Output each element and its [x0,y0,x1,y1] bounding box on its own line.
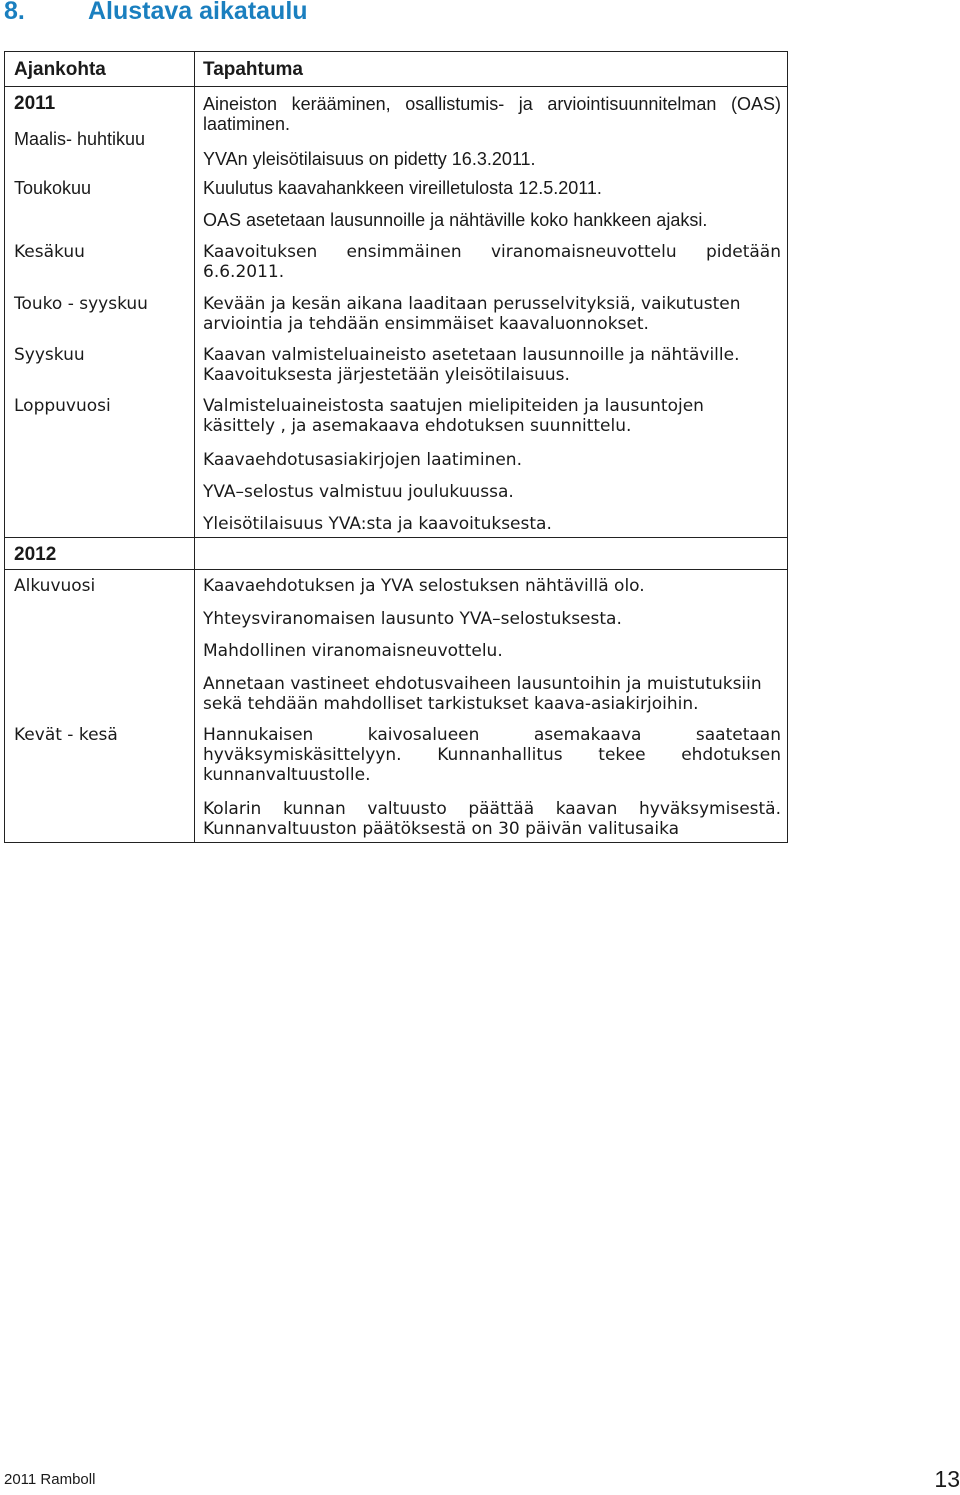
column-divider [194,52,195,842]
event-cell: Annetaan vastineet ehdotusvaiheen lausuntoihin ja muistutuksiin sekä tehdään mahdolliset tarkistukset kaava-asiakirjoihin. [203,674,762,714]
row-divider [5,86,787,87]
event-cell: Kolarin kunnan valtuusto päättää kaavan hyväksymisestä. Kunnanvaltuuston päätöksestä on 30 päivän valitusaika [203,799,781,839]
schedule-table [4,51,788,843]
section-title: Alustava aikataulu [88,0,308,25]
period-cell: Alkuvuosi [14,576,96,596]
event-cell: YVAn yleisötilaisuus on pidetty 16.3.2011. [203,149,536,169]
event-cell: Kaavaehdotusasiakirjojen laatiminen. [203,450,522,470]
period-cell: Toukokuu [14,178,92,198]
header-event: Tapahtuma [203,59,303,80]
event-cell: Kuulutus kaavahankkeen vireilletulosta 12.5.2011. [203,178,602,198]
period-cell: Loppuvuosi [14,396,111,416]
event-cell: Yleisötilaisuus YVA:sta ja kaavoituksesta. [203,514,552,534]
period-cell: 2012 [14,544,57,565]
section-heading [4,0,308,26]
row-divider [5,569,787,570]
footer-copyright: 2011 Ramboll [4,1471,96,1488]
section-number: 8. [4,0,25,25]
header-period: Ajankohta [14,59,106,80]
event-cell: Kaavaehdotuksen ja YVA selostuksen nähtävillä olo. [203,576,645,596]
event-cell: Aineiston kerääminen, osallistumis- ja arviointisuunnitelman (OAS) laatiminen. [203,94,781,134]
event-cell: OAS asetetaan lausunnoille ja nähtäville koko hankkeen ajaksi. [203,210,708,230]
event-cell: Mahdollinen viranomaisneuvottelu. [203,641,503,661]
event-cell: Kaavoituksen ensimmäinen viranomaisneuvottelu pidetään 6.6.2011. [203,242,781,282]
period-cell: 2011 [14,93,56,114]
event-cell: YVA–selostus valmistuu joulukuussa. [203,482,514,502]
period-cell: Syyskuu [14,345,85,365]
page-number: 13 [934,1466,960,1492]
event-cell: Kaavan valmisteluaineisto asetetaan lausunnoille ja nähtäville. Kaavoituksesta järjestetään yleisötilaisuus. [203,345,740,385]
event-cell: Hannukaisen kaivosalueen asemakaava saatetaan hyväksymiskäsittelyyn. Kunnanhallitus tekee ehdotuksen kunnanvaltuustolle. [203,725,781,785]
period-cell: Maalis- huhtikuu [14,129,146,149]
period-cell: Touko - syyskuu [14,294,148,314]
row-divider [5,537,787,538]
event-cell: Valmisteluaineistosta saatujen mielipiteiden ja lausuntojen käsittely , ja asemakaava ehdotuksen suunnittelu. [203,396,704,436]
period-cell: Kevät - kesä [14,725,118,745]
event-cell: Yhteysviranomaisen lausunto YVA–selostuksesta. [203,609,622,629]
event-cell: Kevään ja kesän aikana laaditaan perusselvityksiä, vaikutusten arviointia ja tehdään ensimmäiset kaavaluonnokset. [203,294,741,334]
period-cell: Kesäkuu [14,242,85,262]
